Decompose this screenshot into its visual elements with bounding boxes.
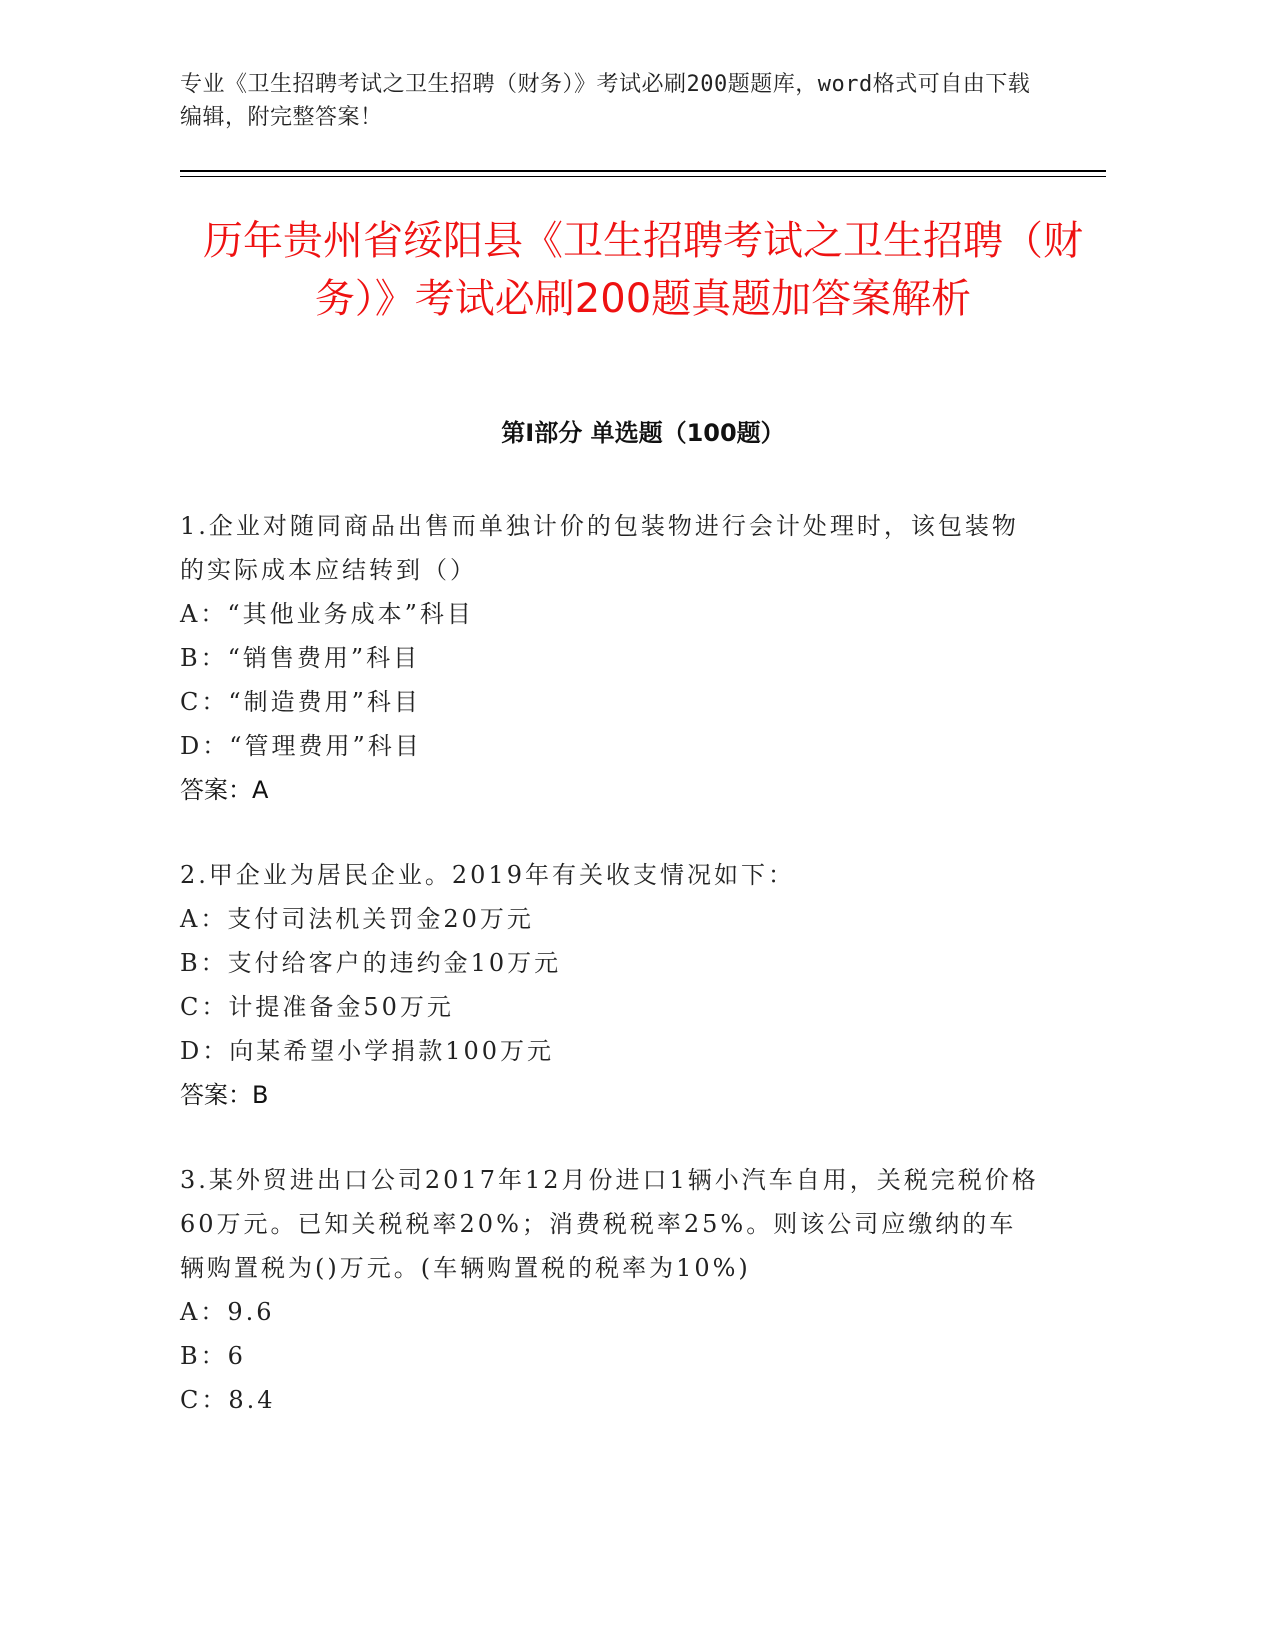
option-b: B：6 bbox=[180, 1342, 246, 1370]
answer: 答案：B bbox=[180, 1081, 269, 1109]
question-text: 3.某外贸进出口公司2017年12月份进口1辆小汽车自用，关税完税价格60万元。已知关税税率20%；消费税税率25%。则该公司应缴纳的车辆购置税为()万元。(车辆购置税的税率为10%) bbox=[180, 1166, 1039, 1282]
option-c: C：8.4 bbox=[180, 1386, 276, 1414]
section-title: 第I部分 单选题（100题） bbox=[501, 419, 785, 447]
header-rule-thin bbox=[180, 176, 1106, 177]
option-d: D：向某希望小学捐款100万元 bbox=[180, 1037, 555, 1065]
question-text: 1.企业对随同商品出售而单独计价的包装物进行会计处理时，该包装物的实际成本应结转到（） bbox=[180, 512, 1019, 584]
header-note: 专业《卫生招聘考试之卫生招聘（财务）》考试必刷200题题库，word格式可自由下载编辑，附完整答案！ bbox=[180, 72, 1031, 130]
question-list bbox=[180, 504, 1040, 1463]
question-3 bbox=[180, 1158, 1040, 1422]
option-c: C：“制造费用”科目 bbox=[180, 688, 421, 716]
question-1 bbox=[180, 504, 1040, 812]
option-b: B：支付给客户的违约金10万元 bbox=[180, 949, 562, 977]
option-b: B：“销售费用”科目 bbox=[180, 644, 421, 672]
option-a: A：9.6 bbox=[180, 1298, 275, 1326]
answer: 答案：A bbox=[180, 776, 269, 804]
option-c: C：计提准备金50万元 bbox=[180, 993, 454, 1021]
document-title: 历年贵州省绥阳县《卫生招聘考试之卫生招聘（财务）》考试必刷200题真题加答案解析 bbox=[203, 218, 1083, 322]
question-2 bbox=[180, 853, 1040, 1117]
option-d: D：“管理费用”科目 bbox=[180, 732, 422, 760]
option-a: A：“其他业务成本”科目 bbox=[180, 600, 474, 628]
option-a: A：支付司法机关罚金20万元 bbox=[180, 905, 534, 933]
header-rule-thick bbox=[180, 170, 1106, 172]
question-text: 2.甲企业为居民企业。2019年有关收支情况如下： bbox=[180, 861, 795, 889]
